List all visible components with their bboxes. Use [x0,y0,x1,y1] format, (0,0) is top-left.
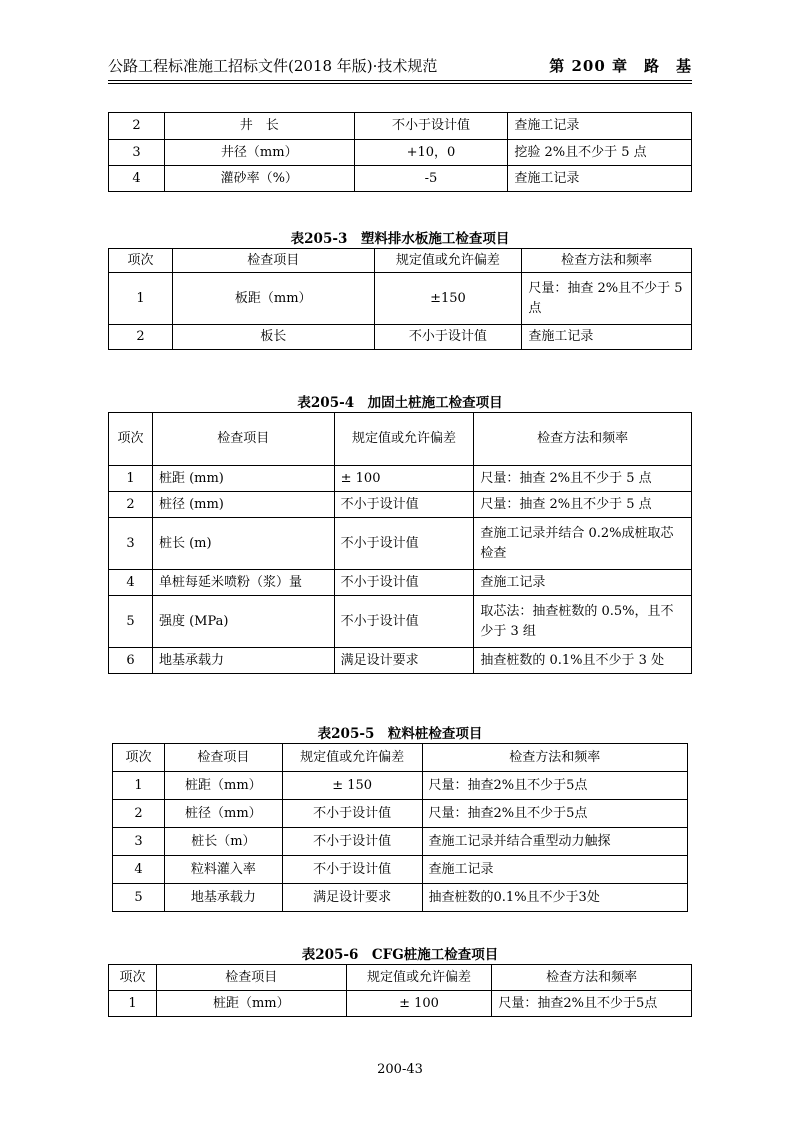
header-method: 检查方法和频率 [492,965,692,991]
cell-item-no: 4 [109,570,153,596]
table-row [109,466,692,492]
header-spec-value: 规定值或允许偏差 [282,744,422,772]
cell-spec-value: ± 100 [346,991,492,1017]
table-row [109,273,692,325]
cell-check-item: 桩长 (m) [152,518,334,570]
table-205-4-caption: 表205-4 加固土桩施工检查项目 [297,395,503,411]
table-row [113,828,688,856]
cell-check-item: 井 长 [164,113,354,140]
cell-check-item: 灌砂率（%） [164,166,354,192]
table-header-row [109,965,692,991]
cell-method: 抽查桩数的0.1%且不少于3处 [422,884,687,912]
cell-check-item: 桩距（mm） [164,772,282,800]
table-header-row [109,413,692,466]
cell-check-item: 桩距（mm） [156,991,346,1017]
cell-method: 尺量：抽查2%且不少于5点 [422,772,687,800]
cell-item-no: 3 [113,828,165,856]
header-spec-value: 规定值或允许偏差 [334,413,474,466]
cell-method: 查施工记录 [422,856,687,884]
header-item-no: 项次 [109,965,157,991]
cell-check-item: 桩距 (mm) [152,466,334,492]
table-row [109,140,692,166]
header-item-no: 项次 [109,249,173,273]
table-row [109,325,692,350]
cell-method: 查施工记录并结合 0.2%成桩取芯检查 [474,518,692,570]
cell-check-item: 桩径（mm） [164,800,282,828]
cell-spec-value: ± 100 [334,466,474,492]
table-continued [108,112,692,192]
cell-spec-value: 不小于设计值 [282,828,422,856]
cell-item-no: 1 [109,991,157,1017]
header-rule [108,80,692,81]
cell-item-no: 2 [109,492,153,518]
cell-method: 查施工记录 [474,570,692,596]
cell-spec-value: ±150 [374,273,522,325]
cell-item-no: 1 [109,273,173,325]
cell-item-no: 3 [109,518,153,570]
header-check-item: 检查项目 [172,249,374,273]
header-rule-thin [108,83,692,84]
header-check-item: 检查项目 [164,744,282,772]
table-205-6-caption: 表205-6 CFG桩施工检查项目 [301,947,499,963]
cell-item-no: 2 [109,113,165,140]
cell-check-item: 强度 (MPa) [152,596,334,648]
table-205-4 [108,412,692,674]
cell-method: 查施工记录 [508,166,692,192]
cell-check-item: 板距（mm） [172,273,374,325]
cell-item-no: 4 [109,166,165,192]
cell-method: 查施工记录并结合重型动力触探 [422,828,687,856]
table-row [109,492,692,518]
page-number: 200-43 [377,1062,423,1077]
cell-check-item: 地基承载力 [152,648,334,674]
cell-spec-value: 满足设计要求 [282,884,422,912]
cell-spec-value: 不小于设计值 [282,800,422,828]
cell-spec-value: 不小于设计值 [334,518,474,570]
cell-item-no: 3 [109,140,165,166]
header-spec-value: 规定值或允许偏差 [346,965,492,991]
cell-method: 尺量：抽查2%且不少于5点 [492,991,692,1017]
cell-method: 尺量：抽查2%且不少于5点 [422,800,687,828]
cell-item-no: 1 [113,772,165,800]
table-row [109,166,692,192]
cell-method: 查施工记录 [522,325,692,350]
cell-item-no: 2 [109,325,173,350]
cell-spec-value: 不小于设计值 [334,570,474,596]
cell-item-no: 5 [113,884,165,912]
table-row [109,648,692,674]
table-header-row [113,744,688,772]
table-205-5 [112,743,688,912]
cell-method: 查施工记录 [508,113,692,140]
cell-check-item: 井径（mm） [164,140,354,166]
table-row [113,884,688,912]
table-row [109,570,692,596]
cell-check-item: 单桩每延米喷粉（浆）量 [152,570,334,596]
table-row [109,596,692,648]
cell-check-item: 桩长（m） [164,828,282,856]
header-item-no: 项次 [109,413,153,466]
table-row [113,772,688,800]
header-item-no: 项次 [113,744,165,772]
header-check-item: 检查项目 [152,413,334,466]
cell-item-no: 2 [113,800,165,828]
header-document-title: 公路工程标准施工招标文件(2018 年版)·技术规范 [108,57,438,75]
cell-check-item: 桩径 (mm) [152,492,334,518]
cell-method: 尺量：抽查 2%且不少于 5 点 [474,466,692,492]
cell-spec-value: -5 [354,166,508,192]
header-check-item: 检查项目 [156,965,346,991]
header-spec-value: 规定值或允许偏差 [374,249,522,273]
header-method: 检查方法和频率 [474,413,692,466]
table-row [109,991,692,1017]
cell-item-no: 6 [109,648,153,674]
cell-spec-value: 不小于设计值 [334,492,474,518]
cell-check-item: 地基承载力 [164,884,282,912]
cell-method: 尺量：抽查 2%且不少于 5 点 [522,273,692,325]
header-chapter-title: 第 200 章 路 基 [549,57,692,75]
cell-spec-value: 不小于设计值 [354,113,508,140]
table-205-3 [108,248,692,350]
cell-spec-value: 不小于设计值 [282,856,422,884]
cell-spec-value: +10，0 [354,140,508,166]
table-205-5-caption: 表205-5 粒料桩检查项目 [317,726,483,742]
cell-spec-value: ± 150 [282,772,422,800]
header-method: 检查方法和频率 [422,744,687,772]
table-205-6 [108,964,692,1017]
cell-item-no: 5 [109,596,153,648]
table-header-row [109,249,692,273]
table-row [113,800,688,828]
cell-check-item: 板长 [172,325,374,350]
cell-spec-value: 不小于设计值 [374,325,522,350]
cell-item-no: 4 [113,856,165,884]
cell-method: 抽查桩数的 0.1%且不少于 3 处 [474,648,692,674]
cell-method: 尺量：抽查 2%且不少于 5 点 [474,492,692,518]
cell-spec-value: 不小于设计值 [334,596,474,648]
table-row [113,856,688,884]
header-method: 检查方法和频率 [522,249,692,273]
cell-check-item: 粒料灌入率 [164,856,282,884]
table-row [109,113,692,140]
table-row [109,518,692,570]
cell-method: 挖验 2%且不少于 5 点 [508,140,692,166]
cell-item-no: 1 [109,466,153,492]
cell-spec-value: 满足设计要求 [334,648,474,674]
table-205-3-caption: 表205-3 塑料排水板施工检查项目 [290,231,510,247]
cell-method: 取芯法：抽查桩数的 0.5%，且不少于 3 组 [474,596,692,648]
